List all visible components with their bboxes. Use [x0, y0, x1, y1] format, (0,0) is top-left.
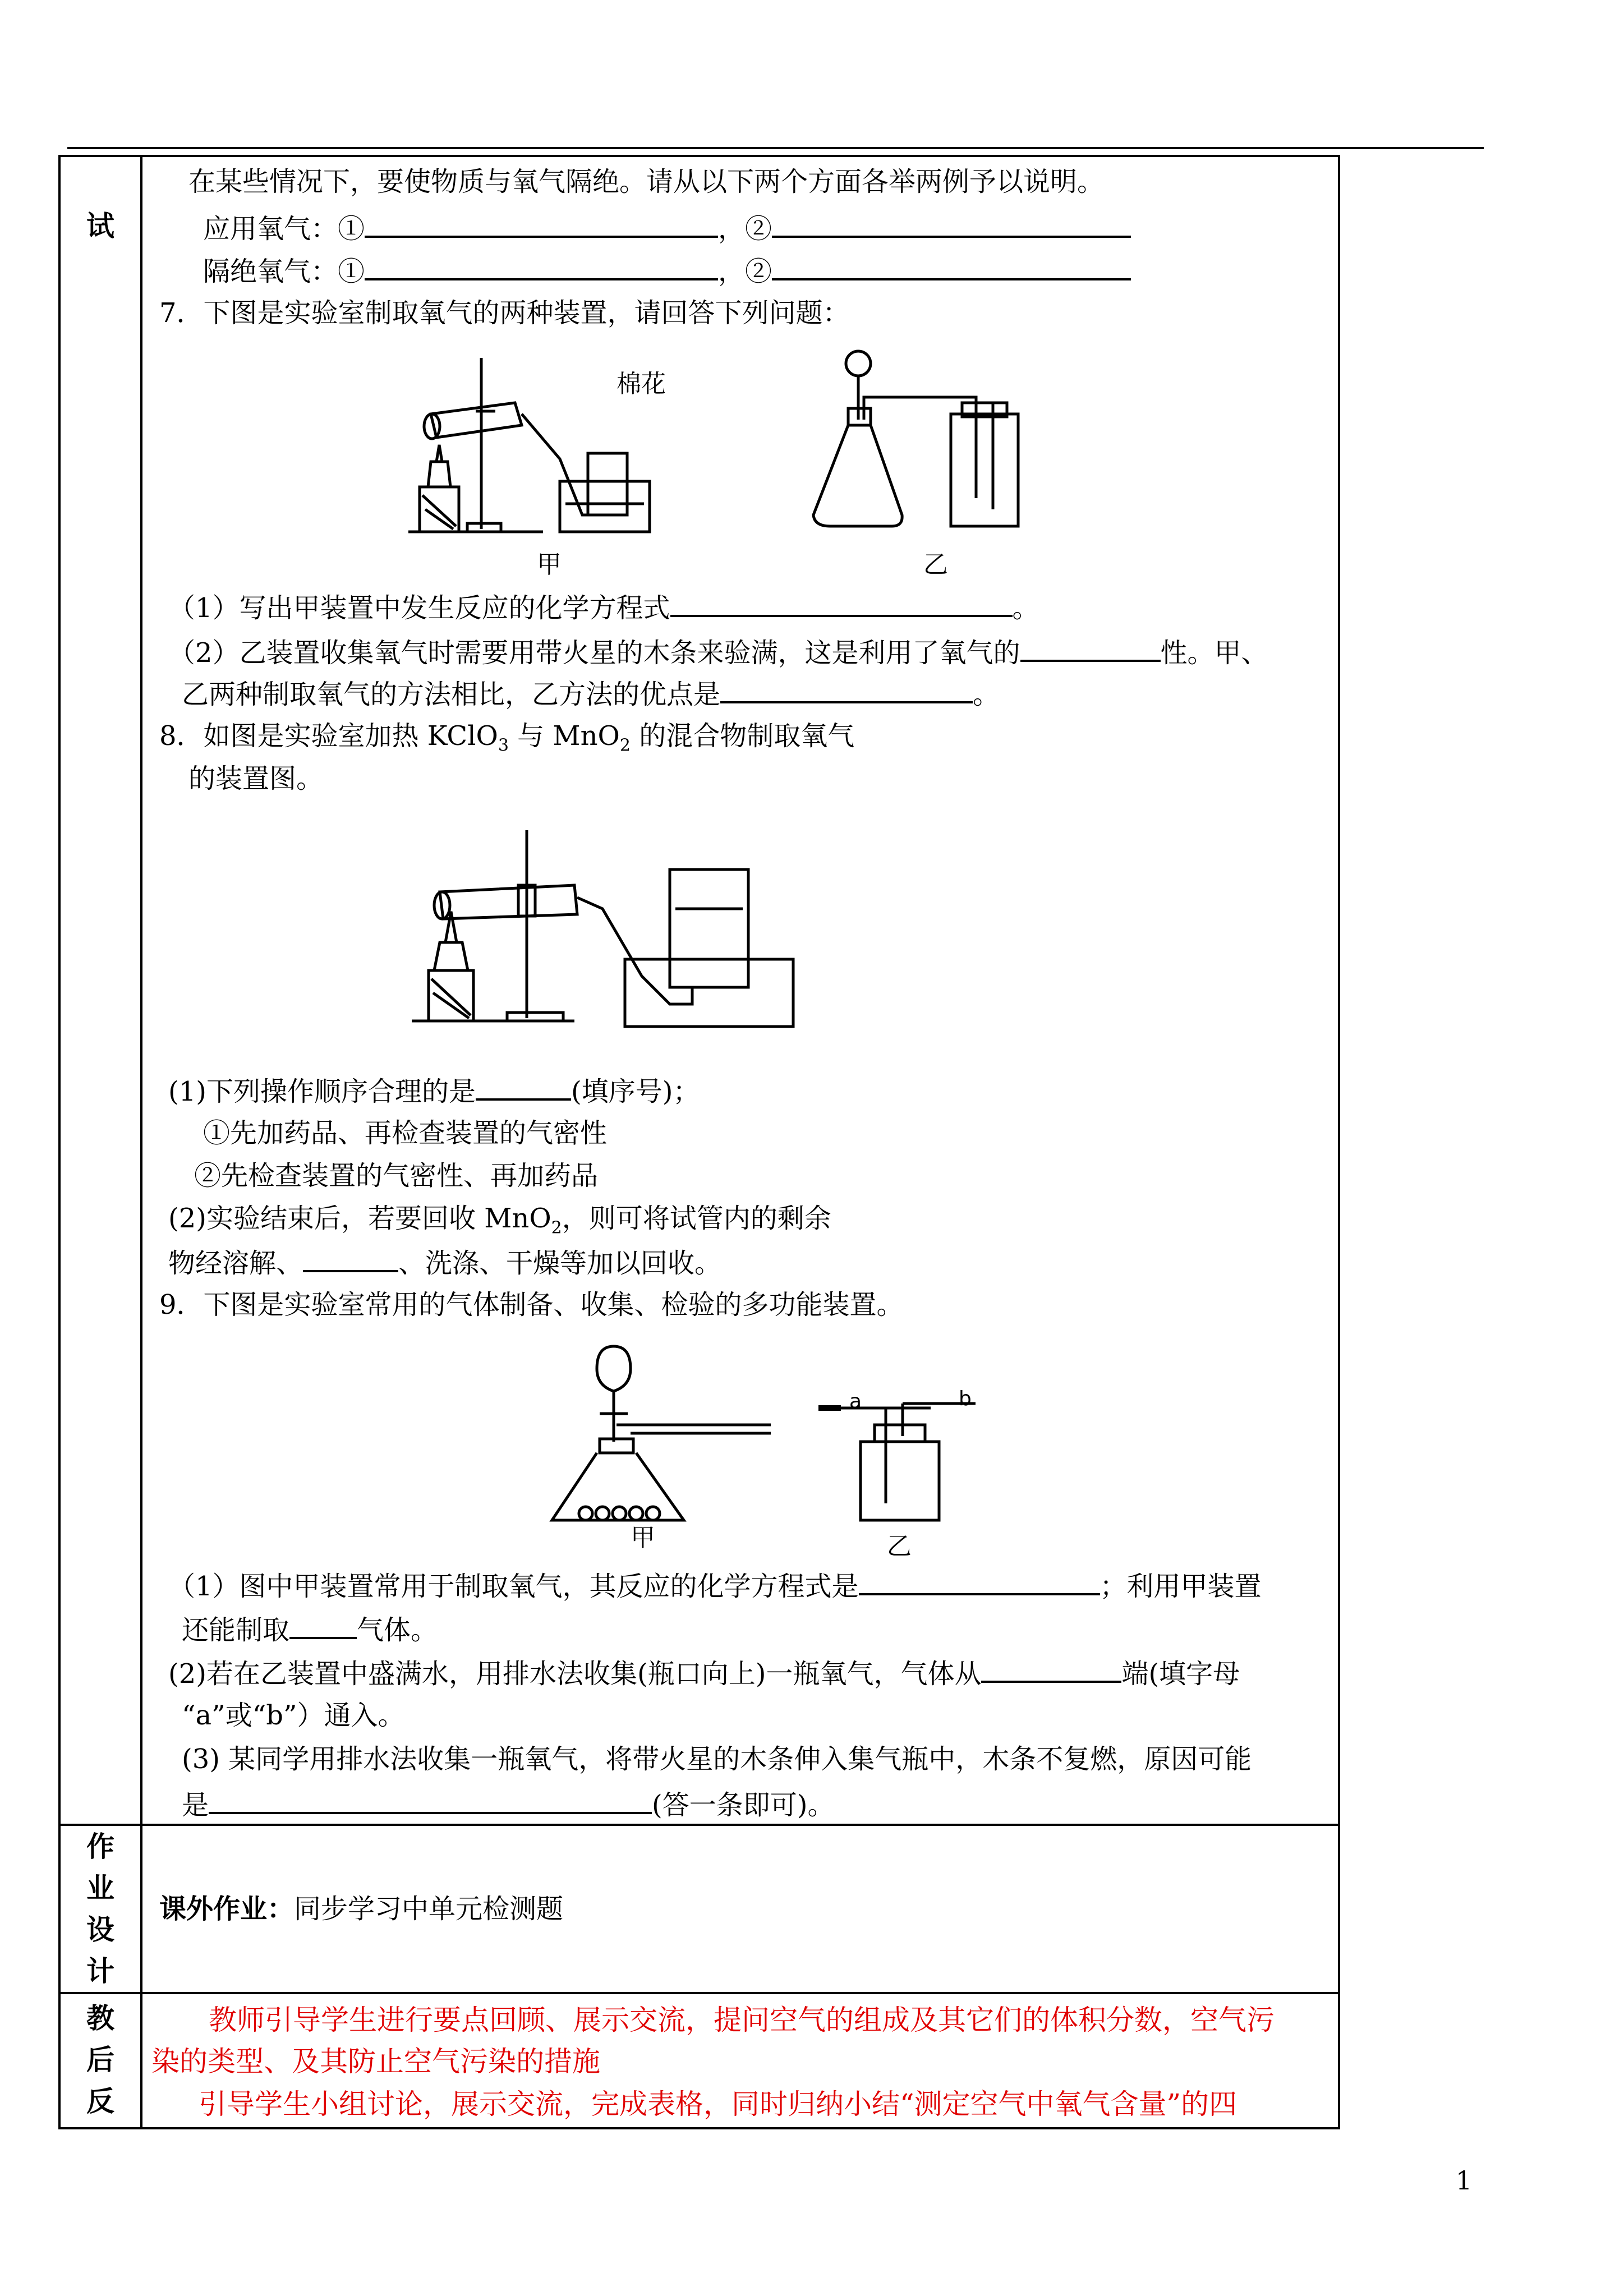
section-label-cell — [59, 156, 141, 1825]
q7-part2-line2 — [182, 675, 1000, 711]
q8-title-pre: 8．如图是实验室加热 KClO — [159, 720, 498, 752]
q9-part3-blank[interactable] — [209, 1786, 652, 1814]
homework-line — [159, 1892, 563, 1926]
q9-part2-line2: “a”或“b”）通入。 — [182, 1700, 405, 1731]
q6-isolate-sep: ，② — [718, 256, 772, 287]
q9-part1-line2-end: 气体。 — [357, 1614, 438, 1646]
reflection-line-1: 教师引导学生进行要点回顾、展示交流，提问空气的组成及其它们的体积分数，空气污 — [209, 2004, 1275, 2036]
q8-title — [159, 719, 854, 763]
q8-title-line2: 的装置图。 — [188, 763, 324, 794]
q8-sub-3: 3 — [498, 735, 509, 756]
q9-part2-end: 端(填字母 — [1121, 1658, 1240, 1690]
q9-part2 — [168, 1655, 1240, 1691]
q7-part2-text: （2）乙装置收集氧气时需要用带火星的木条来验满，这是利用了氧气的 — [168, 637, 1020, 669]
q9-part2-text: (2)若在乙装置中盛满水，用排水法收集(瓶口向上)一瓶氧气，气体从 — [168, 1658, 982, 1690]
q6-isolate-blank-2[interactable] — [772, 252, 1131, 280]
q8-part1-text: (1)下列操作顺序合理的是 — [168, 1076, 476, 1107]
q9-part3: (3) 某同学用排水法收集一瓶氧气，将带火星的木条伸入集气瓶中，木条不复燃，原因可能 — [182, 1743, 1252, 1775]
reflection-cell — [141, 1993, 1339, 2128]
q7-part1-blank[interactable] — [670, 589, 1013, 617]
q8-part2-blank[interactable] — [303, 1244, 398, 1272]
q7-cotton-label: 棉花 — [617, 370, 666, 398]
reflection-label-3: 反 — [86, 2085, 114, 2118]
q7-caption-b: 乙 — [923, 550, 948, 579]
q7-part2-end: 性。甲、 — [1160, 637, 1268, 669]
q8-part2 — [168, 1202, 831, 1245]
q8-part1-end: (填序号)； — [571, 1076, 700, 1107]
q8-option-2: ②先检查装置的气密性、再加药品 — [194, 1160, 599, 1191]
q6-apply-blank-2[interactable] — [772, 210, 1131, 238]
homework-label: 课外作业： — [159, 1893, 295, 1925]
q9-part1-line2-text: 还能制取 — [182, 1614, 290, 1646]
q9-title: 9．下图是实验室常用的气体制备、收集、检验的多功能装置。 — [159, 1289, 904, 1320]
q7-part2-line2-end: 。 — [973, 679, 1000, 710]
lesson-table — [58, 155, 1340, 2129]
q8-part1 — [168, 1073, 700, 1108]
reflection-label-2: 后 — [86, 2044, 114, 2076]
q8-option-1: ①先加药品、再检查装置的气密性 — [203, 1117, 608, 1149]
q6-apply-label: 应用氧气：① — [203, 213, 365, 245]
q9-part1 — [168, 1567, 1262, 1603]
q8-sub-2: 2 — [619, 735, 631, 756]
q7-part1 — [168, 589, 1039, 625]
q6-intro: 在某些情况下，要使物质与氧气隔绝。请从以下两个方面各举两例予以说明。 — [188, 166, 1105, 197]
q9-label-a: a — [849, 1390, 862, 1413]
q7-part2 — [168, 634, 1268, 670]
q6-apply-sep: ，② — [718, 213, 772, 245]
q7-title: 7．下图是实验室制取氧气的两种装置，请回答下列问题： — [159, 297, 850, 329]
q6-apply-line — [203, 210, 1131, 246]
q8-part1-blank[interactable] — [476, 1073, 571, 1101]
header-rule — [67, 147, 1484, 149]
homework-label-cell — [59, 1825, 141, 1993]
q9-part2-blank[interactable] — [981, 1655, 1121, 1683]
reflection-label-cell — [59, 1993, 141, 2128]
homework-label-4: 计 — [86, 1955, 114, 1987]
q8-part2-text: (2)实验结束后，若要回收 MnO — [168, 1203, 551, 1234]
q8-part2-end: ，则可将试管内的剩余 — [562, 1203, 831, 1234]
q9-caption-a: 甲 — [631, 1524, 655, 1552]
q8-part2-line2-end: 、洗涤、干燥等加以回收。 — [398, 1248, 722, 1279]
q9-part3-line2-end: (答一条即可)。 — [652, 1789, 835, 1821]
reflection-line-3: 引导学生小组讨论，展示交流，完成表格，同时归纳小结“测定空气中氧气含量”的四 — [199, 2088, 1237, 2120]
q7-part2-line2-text: 乙两种制取氧气的方法相比，乙方法的优点是 — [182, 679, 721, 710]
homework-label-1: 作 — [86, 1830, 114, 1863]
q9-caption-b: 乙 — [887, 1532, 912, 1561]
reflection-label-1: 教 — [86, 2002, 114, 2035]
homework-cell — [141, 1825, 1339, 1993]
q6-apply-blank-1[interactable] — [365, 210, 718, 238]
q6-isolate-label: 隔绝氧气：① — [203, 256, 365, 287]
q9-part1-blank[interactable] — [859, 1567, 1100, 1595]
q9-part1-line2 — [182, 1611, 438, 1647]
q7-part2-line2-blank[interactable] — [720, 675, 973, 703]
reflection-line-2: 染的类型、及其防止空气污染的措施 — [151, 2045, 600, 2078]
q6-isolate-line — [203, 252, 1131, 288]
q8-title-post: 的混合物制取氧气 — [630, 720, 855, 752]
q9-part1-end: ；利用甲装置 — [1099, 1571, 1262, 1602]
homework-text: 同步学习中单元检测题 — [294, 1893, 564, 1925]
q9-part1-line2-blank[interactable] — [289, 1611, 357, 1639]
q9-apparatus-a-figure — [546, 1335, 788, 1537]
q9-part1-text: （1）图中甲装置常用于制取氧气，其反应的化学方程式是 — [168, 1571, 859, 1602]
homework-label-2: 业 — [86, 1872, 114, 1904]
q8-apparatus-figure — [406, 819, 799, 1043]
q8-title-mid: 与 MnO — [508, 720, 620, 752]
q7-apparatus-b-figure — [808, 341, 1066, 532]
q8-part2-line2 — [168, 1244, 721, 1280]
q7-part1-end: 。 — [1012, 592, 1039, 624]
section-label-test: 试 — [86, 210, 114, 242]
q8-part2-sub: 2 — [551, 1218, 562, 1238]
q9-apparatus-b-figure — [813, 1391, 987, 1526]
q6-isolate-blank-1[interactable] — [365, 252, 718, 280]
q9-part3-line2 — [182, 1786, 834, 1822]
homework-label-3: 设 — [86, 1913, 114, 1946]
q9-part3-line2-text: 是 — [182, 1789, 209, 1821]
q7-caption-a: 甲 — [537, 550, 562, 579]
q9-label-b: b — [959, 1387, 972, 1410]
q8-part2-line2-text: 物经溶解、 — [168, 1248, 303, 1279]
page-number: 1 — [1456, 2165, 1473, 2196]
q7-part1-text: （1）写出甲装置中发生反应的化学方程式 — [168, 592, 670, 624]
q7-part2-blank[interactable] — [1020, 634, 1161, 662]
exercise-cell — [141, 156, 1339, 1825]
